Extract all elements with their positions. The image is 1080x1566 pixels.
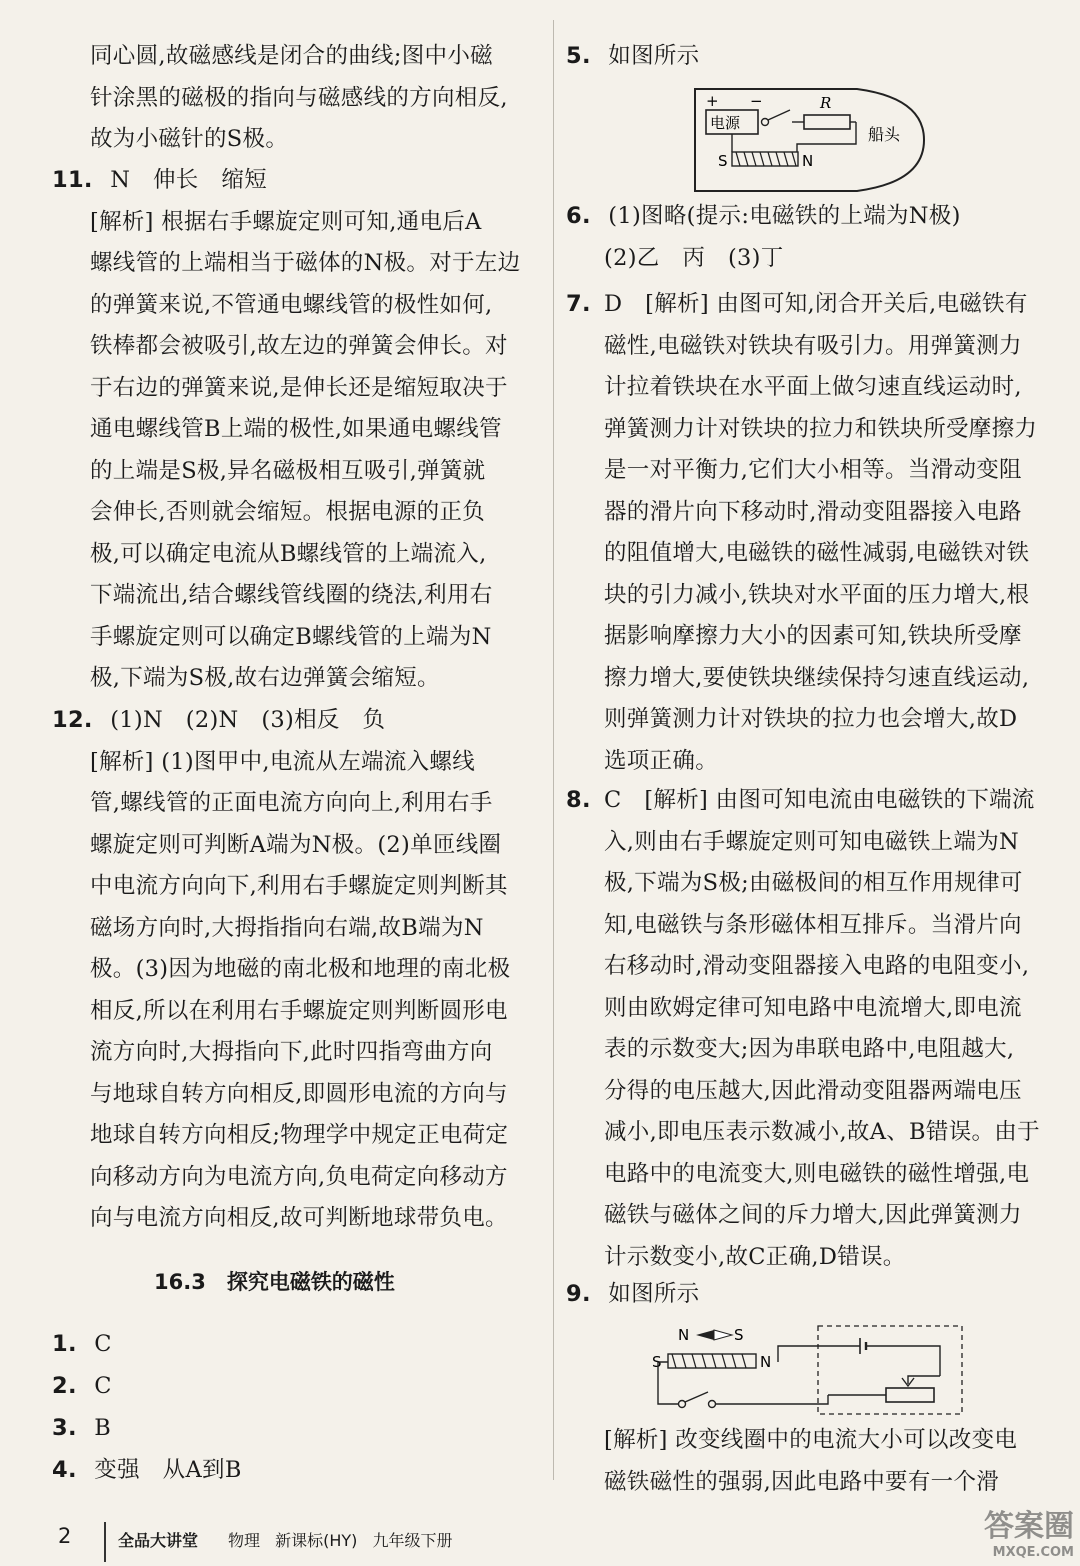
section-title: 16.3 探究电磁铁的磁性 — [154, 1270, 395, 1294]
electromagnet-circuit-diagram — [648, 1322, 968, 1420]
question-number: 12. — [52, 707, 93, 733]
book-title: 全品大讲堂 — [118, 1531, 199, 1550]
short-answer-4: 4. 变强 从A到B — [52, 1457, 242, 1483]
question-8: 8. C [解析] 由图可知电流由电磁铁的下端流 入,则由右手螺旋定则可知电磁铁上端为N 极,下端为S极;由磁极间的相互作用规律可 知,电磁铁与条形磁体相互排斥。当滑片向 右移动时,滑动变阻器接入电路的电阻变小, 则由欧姆定律可知电路中电流增大,即电流 表的示数变大;因为串联电路中,电阻越大, 分得的电压越大,因此滑动变阻器两端电压 减小,即电压表示数减小,故A、B错误。由于 电路中的电流变大,则电磁铁的磁性增强,电 磁铁与磁体之间的斥力增大,因此弹簧测力 计示数变小,故C正确,D错误。 — [566, 787, 1040, 1270]
page-footer — [0, 1509, 1080, 1566]
switch-blade — [768, 110, 790, 120]
short-answer-2: 2. C — [52, 1373, 112, 1399]
svg-text:N: N — [678, 1326, 690, 1344]
power-source-label: 电源 — [710, 114, 741, 132]
switch-pivot — [762, 119, 769, 126]
solenoid — [732, 152, 798, 166]
analysis: [解析] (1)图甲中,电流从左端流入螺线 管,螺线管的正面电流方向向上,利用右手 螺旋定则可判断A端为N极。(2)单匝线圈 中电流方向向下,利用右手螺旋定则判断其 磁场方向时,大拇指指向右端,故B端为N 极。(3)因为地磁的南北极和地理的南北极 相反,所以在利用右手螺旋定则判断圆形电 流方向时,大拇指向下,此时四指弯曲方向 与地球自转方向相反,即圆形电流的方向与 地球自转方向相反;物理学中规定正电荷定 向移动方向为电流方向,负电荷定向移动方 向与电流方向相反,故可判断地球带负电。 — [90, 748, 511, 1231]
svg-text:S: S — [718, 152, 728, 170]
intro-paragraph: 同心圆,故磁感线是闭合的曲线;图中小磁 针涂黑的磁极的指向与磁感线的方向相反, 故为小磁针的S极。 — [90, 43, 508, 152]
question-12 — [52, 700, 540, 1240]
answer-text: (1)N (2)N (3)相反 负 — [110, 707, 386, 733]
svg-text:−: − — [750, 92, 763, 110]
svg-text:N: N — [802, 152, 814, 170]
question-7: 7. D [解析] 由图可知,闭合开关后,电磁铁有 磁性,电磁铁对铁块有吸引力。用弹簧测力 计拉着铁块在水平面上做匀速直线运动时, 弹簧测力计对铁块的拉力和铁块所受摩擦力 是一对平衡力,它们大小相等。当滑动变阻 器的滑片向下移动时,滑动变阻器接入电路 的阻值增大,电磁铁的磁性减弱,电磁铁对铁 块的引力减小,铁块对水平面的压力增大,根 据影响摩擦力大小的因素可知,铁块所受摩 擦力增大,要使铁块继续保持匀速直线运动, 则弹簧测力计对铁块的拉力也会增大,故D 选项正确。 — [566, 291, 1038, 774]
question-9-analysis: [解析] 改变线圈中的电流大小可以改变电 磁铁磁性的强弱,因此电路中要有一个滑 — [604, 1427, 1018, 1495]
short-answer-3: 3. B — [52, 1415, 112, 1441]
book-meta: 物理 新课标(HY) 九年级下册 — [228, 1531, 453, 1550]
question-6: 6. (1)图略(提示:电磁铁的上端为N极) (2)乙 丙 (3)丁 — [566, 203, 961, 271]
footer-divider — [104, 1522, 106, 1562]
short-answer-1: 1. C — [52, 1331, 112, 1357]
question-9: 9. 如图所示 — [566, 1281, 700, 1307]
answer-text: N 伸长 缩短 — [110, 167, 268, 193]
question-5: 5. 如图所示 — [566, 43, 700, 69]
switch-contact — [679, 1401, 686, 1408]
svg-text:N: N — [760, 1353, 772, 1371]
resistor — [804, 115, 850, 129]
question-11 — [52, 160, 540, 700]
bow-label: 船头 — [868, 125, 901, 144]
rheostat — [886, 1388, 934, 1402]
page-number: 2 — [58, 1524, 72, 1548]
ship-circuit-diagram — [692, 86, 932, 194]
column-divider — [553, 20, 554, 1480]
watermark: 答案圈 MXQE.COM — [984, 1509, 1074, 1560]
svg-text:S: S — [734, 1326, 744, 1344]
svg-text:+: + — [706, 92, 719, 110]
switch-blade — [685, 1392, 708, 1402]
svg-text:R: R — [820, 94, 832, 112]
analysis: [解析] 根据右手螺旋定则可知,通电后A 螺线管的上端相当于磁体的N极。对于左边 的弹簧来说,不管通电螺线管的极性如何, 铁棒都会被吸引,故左边的弹簧会伸长。对 于右边的弹簧来说,是伸长还是缩短取决于 通电螺线管B上端的极性,如果通电螺线管 的上端是S极,异名磁极相互吸引,弹簧就 会伸长,否则就会缩短。根据电源的正负 极,可以确定电流从B螺线管的上端流入, 下端流出,结合螺线管线圈的绕法,利用右 手螺旋定则可以确定B螺线管的上端为N 极,下端为S极,故右边弹簧会缩短。 — [90, 208, 521, 691]
svg-text:S: S — [652, 1353, 662, 1371]
question-number: 11. — [52, 167, 93, 193]
